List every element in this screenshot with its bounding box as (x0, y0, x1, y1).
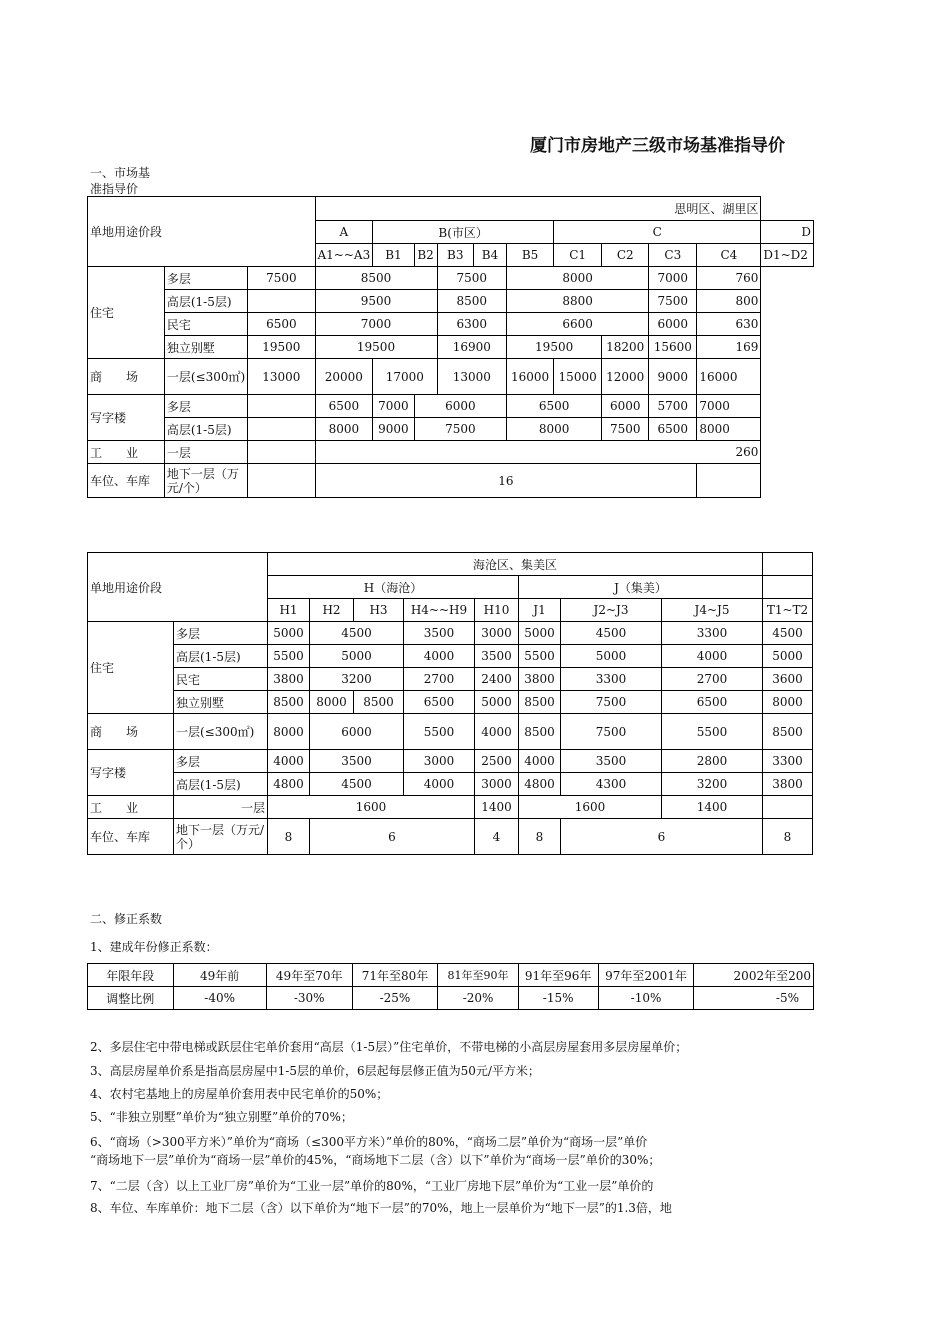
table-cell: 8000 (763, 691, 813, 714)
section2-heading: 二、修正系数 (90, 912, 163, 926)
table-cell: 5500 (519, 645, 561, 668)
sub-header: B1 (373, 244, 414, 267)
row-label: 一层(≤300㎡) (174, 714, 268, 750)
table-cell: 6300 (437, 313, 507, 336)
table-cell: 8500 (437, 290, 507, 313)
table-cell: 6500 (315, 395, 373, 418)
table-cell: 8000 (310, 691, 354, 714)
table-cell: 8500 (354, 691, 404, 714)
table-cell: 4000 (404, 645, 475, 668)
category-industry: 工 业 (88, 441, 165, 464)
sub-header: H1 (268, 599, 310, 622)
table-cell: 3300 (561, 668, 662, 691)
table-cell: 49年至70年 (266, 964, 352, 987)
table-cell: 8800 (507, 290, 649, 313)
table-cell: 2700 (662, 668, 763, 691)
row-label: 地下一层（万元/个） (174, 819, 268, 855)
table-cell: 7500 (561, 691, 662, 714)
note-item: 2、多层住宅中带电梯或跃层住宅单价套用“高层（1-5层）”住宅单价，不带电梯的小高层房屋套用多层房屋单价； (90, 1040, 688, 1054)
table-cell: 3800 (268, 668, 310, 691)
table-cell: 97年至2001年 (598, 964, 694, 987)
group-header: J（集美） (519, 576, 763, 599)
table-cell: 3200 (662, 773, 763, 796)
table-cell: 4800 (519, 773, 561, 796)
table-cell: 9500 (315, 290, 437, 313)
table-cell: 13000 (437, 359, 507, 395)
group-header: A (315, 221, 373, 244)
table-cell: 20000 (315, 359, 373, 395)
category-commercial: 商 场 (88, 714, 174, 750)
table-cell (248, 464, 315, 498)
row-label: 多层 (164, 395, 247, 418)
sub-header: C4 (697, 244, 761, 267)
category-residential: 住宅 (88, 267, 165, 359)
table-cell: 5500 (404, 714, 475, 750)
table-cell: 5000 (519, 622, 561, 645)
table-cell: -20% (438, 987, 518, 1010)
sub-header: H4~~H9 (404, 599, 475, 622)
table-cell: 16000 (507, 359, 554, 395)
table-cell: 19500 (315, 336, 437, 359)
table-cell: 5000 (475, 691, 519, 714)
table-cell: 2400 (475, 668, 519, 691)
table-cell: 7000 (697, 395, 761, 418)
table-cell: 8000 (697, 418, 761, 441)
table-cell: 91年至96年 (518, 964, 598, 987)
sub-header: H2 (310, 599, 354, 622)
table-cell: -15% (518, 987, 598, 1010)
table-cell: 7500 (248, 267, 315, 290)
category-industry: 工 业 (88, 796, 174, 819)
table-cell: 4500 (561, 622, 662, 645)
row-label: 高层(1-5层) (164, 290, 247, 313)
table-cell: 16900 (437, 336, 507, 359)
table-cell: 3800 (519, 668, 561, 691)
row-label: 高层(1-5层) (174, 773, 268, 796)
table-cell: 4300 (561, 773, 662, 796)
table-cell: 4000 (268, 750, 310, 773)
table-cell: 4000 (404, 773, 475, 796)
table-cell: 7500 (414, 418, 506, 441)
table-cell: 19500 (507, 336, 602, 359)
row-label: 一层 (174, 796, 268, 819)
table-cell: 16000 (697, 359, 761, 395)
row-label: 高层(1-5层) (174, 645, 268, 668)
table-cell: 3200 (310, 668, 404, 691)
table-cell (248, 290, 315, 313)
table-cell: 7500 (649, 290, 697, 313)
table-cell: 16 (315, 464, 697, 498)
table-cell: 19500 (248, 336, 315, 359)
table-cell: 8000 (268, 714, 310, 750)
sub-header: H10 (475, 599, 519, 622)
table-cell (763, 576, 813, 599)
category-office: 写字楼 (88, 395, 165, 441)
table-cell: 8 (763, 819, 813, 855)
note-item: 4、农村宅基地上的房屋单价套用表中民宅单价的50%； (90, 1087, 389, 1101)
category-parking: 车位、车库 (88, 819, 174, 855)
row-label: 民宅 (164, 313, 247, 336)
sub-header: B5 (507, 244, 554, 267)
table-cell: -40% (173, 987, 266, 1010)
category-parking: 车位、车库 (88, 464, 165, 498)
table-cell: 7000 (373, 395, 414, 418)
sub-header: D1~D2 (761, 244, 814, 267)
corner-header: 单地用途价段 (88, 553, 268, 622)
row-label: 多层 (164, 267, 247, 290)
sub-header: C1 (554, 244, 602, 267)
note-item: 5、“非独立别墅”单价为“独立别墅”单价的70%； (90, 1110, 353, 1124)
table-cell: 6500 (404, 691, 475, 714)
table-cell: -25% (352, 987, 438, 1010)
table-cell (248, 418, 315, 441)
table-cell: 8000 (507, 267, 649, 290)
table-cell: 调整比例 (88, 987, 174, 1010)
table-cell: 7000 (649, 267, 697, 290)
table-cell (697, 464, 761, 498)
table-cell: 8 (519, 819, 561, 855)
table-cell: 71年至80年 (352, 964, 438, 987)
table-cell: 2500 (475, 750, 519, 773)
table-cell: 8000 (315, 418, 373, 441)
category-office: 写字楼 (88, 750, 174, 796)
group-header: C (554, 221, 761, 244)
group-header: B(市区） (373, 221, 554, 244)
table-cell: 1600 (519, 796, 662, 819)
sub-header: J1 (519, 599, 561, 622)
table-cell: 3500 (475, 645, 519, 668)
category-residential: 住宅 (88, 622, 174, 714)
table-cell: 9000 (649, 359, 697, 395)
sub-header: J2~J3 (561, 599, 662, 622)
price-table-siming-huli (87, 196, 814, 498)
sub-header: B2 (414, 244, 437, 267)
table-cell: 8500 (315, 267, 437, 290)
row-label: 独立别墅 (164, 336, 247, 359)
table-cell: 1600 (268, 796, 475, 819)
table-cell: 7000 (315, 313, 437, 336)
table-cell: 3300 (763, 750, 813, 773)
table-cell: 2800 (662, 750, 763, 773)
table-cell: 169 (697, 336, 761, 359)
table-cell: 5000 (763, 645, 813, 668)
table-cell: 8500 (519, 691, 561, 714)
table-cell: -10% (598, 987, 694, 1010)
table-cell: 6500 (649, 418, 697, 441)
row-label: 多层 (174, 750, 268, 773)
table-cell: 8000 (507, 418, 602, 441)
row-label: 多层 (174, 622, 268, 645)
table-cell: 3500 (310, 750, 404, 773)
table-cell: 3500 (404, 622, 475, 645)
row-label: 独立别墅 (174, 691, 268, 714)
table-cell: 5000 (268, 622, 310, 645)
table-cell: 4000 (519, 750, 561, 773)
table-cell: 6 (310, 819, 475, 855)
sub-header: C2 (602, 244, 649, 267)
table-cell: 6600 (507, 313, 649, 336)
sub-header: J4~J5 (662, 599, 763, 622)
table-cell: 12000 (602, 359, 649, 395)
sub-header: H3 (354, 599, 404, 622)
sub-header: T1~T2 (763, 599, 813, 622)
row-label: 一层(≤300㎡) (164, 359, 247, 395)
table-cell: 4000 (662, 645, 763, 668)
table-cell: 630 (697, 313, 761, 336)
table-cell: 8 (268, 819, 310, 855)
district-header: 海沧区、集美区 (268, 553, 763, 576)
row-label: 民宅 (174, 668, 268, 691)
section1-label-b: 准指导价 (90, 182, 139, 196)
table-cell: 18200 (602, 336, 649, 359)
table-cell: 6000 (310, 714, 404, 750)
subsection-1-heading: 1、建成年份修正系数： (90, 940, 218, 954)
table-cell (248, 395, 315, 418)
table-cell: 15600 (649, 336, 697, 359)
table-cell: 4800 (268, 773, 310, 796)
table-cell: 1400 (475, 796, 519, 819)
table-cell (248, 441, 315, 464)
page-title: 厦门市房地产三级市场基准指导价 (530, 136, 785, 156)
table-cell: 3600 (763, 668, 813, 691)
table-cell: 7500 (602, 418, 649, 441)
table-cell: 4000 (475, 714, 519, 750)
table-cell: 6000 (649, 313, 697, 336)
table-cell: 760 (697, 267, 761, 290)
district-header: 思明区、湖里区 (315, 197, 761, 221)
table-cell: 7500 (437, 267, 507, 290)
table-cell: 3500 (561, 750, 662, 773)
table-cell: 7500 (561, 714, 662, 750)
category-commercial: 商 场 (88, 359, 165, 395)
table-cell: 8500 (519, 714, 561, 750)
table-cell: 4 (475, 819, 519, 855)
table-cell: 5500 (268, 645, 310, 668)
table-cell: 800 (697, 290, 761, 313)
table-cell: 年限年段 (88, 964, 174, 987)
table-cell: 3000 (475, 773, 519, 796)
table-cell: 6 (561, 819, 763, 855)
table-cell: 49年前 (173, 964, 266, 987)
table-cell: 6000 (602, 395, 649, 418)
row-label: 地下一层（万元/个） (164, 464, 247, 498)
table-cell: 17000 (373, 359, 437, 395)
table-cell: 9000 (373, 418, 414, 441)
table-cell: 2700 (404, 668, 475, 691)
note-item: 6、“商场（>300平方米）”单价为“商场（≤300平方米）”单价的80%，“商场二层”单价为“商场一层”单价 (90, 1135, 648, 1149)
note-item: 3、高层房屋单价系是指高层房屋中1-5层的单价，6层起每层修正值为50元/平方米； (90, 1064, 540, 1078)
table-cell: 5000 (310, 645, 404, 668)
table-cell: 3300 (662, 622, 763, 645)
table-cell: 15000 (554, 359, 602, 395)
table-cell: 6500 (248, 313, 315, 336)
sub-header: C3 (649, 244, 697, 267)
sub-header: B4 (473, 244, 506, 267)
note-item: 7、“二层（含）以上工业厂房”单价为“工业一层”单价的80%，“工业厂房地下层”单价为“工业一层”单价的 (90, 1179, 654, 1193)
group-header: D (761, 221, 814, 244)
table-cell: 1400 (662, 796, 763, 819)
table-cell: 5000 (561, 645, 662, 668)
row-label: 高层(1-5层) (164, 418, 247, 441)
note-item: “商场地下一层”单价为“商场一层”单价的45%，“商场地下二层（含）以下”单价为“商场一层”单价的30%； (90, 1153, 661, 1167)
table-cell (763, 553, 813, 576)
row-label: 一层 (164, 441, 247, 464)
note-item: 8、车位、车库单价：地下二层（含）以下单价为“地下一层”的70%，地上一层单价为“地下一层”的1.3倍，地 (90, 1201, 672, 1215)
table-cell: 3800 (763, 773, 813, 796)
table-cell: 5500 (662, 714, 763, 750)
table-cell (763, 796, 813, 819)
table-cell: 6500 (662, 691, 763, 714)
group-header: H（海沧） (268, 576, 519, 599)
table-cell: -5% (694, 987, 814, 1010)
table-cell: 6000 (414, 395, 506, 418)
table-cell: 3000 (404, 750, 475, 773)
table-cell: 4500 (310, 773, 404, 796)
year-adjustment-table (87, 963, 814, 1010)
sub-header: B3 (437, 244, 473, 267)
table-cell: 5700 (649, 395, 697, 418)
table-cell: 81年至90年 (438, 964, 518, 987)
table-cell: 13000 (248, 359, 315, 395)
table-cell: 8500 (268, 691, 310, 714)
price-table-haicang-jimei (87, 552, 813, 855)
table-cell: 2002年至200 (694, 964, 814, 987)
sub-header: A1~~A3 (315, 244, 373, 267)
table-cell: 4500 (310, 622, 404, 645)
table-cell: 3000 (475, 622, 519, 645)
table-cell: 260 (315, 441, 761, 464)
corner-header: 单地用途价段 (88, 197, 316, 267)
table-cell: 4500 (763, 622, 813, 645)
table-cell: 6500 (507, 395, 602, 418)
table-cell: -30% (266, 987, 352, 1010)
section1-label-a: 一、市场基 (90, 166, 151, 180)
table-cell: 8500 (763, 714, 813, 750)
